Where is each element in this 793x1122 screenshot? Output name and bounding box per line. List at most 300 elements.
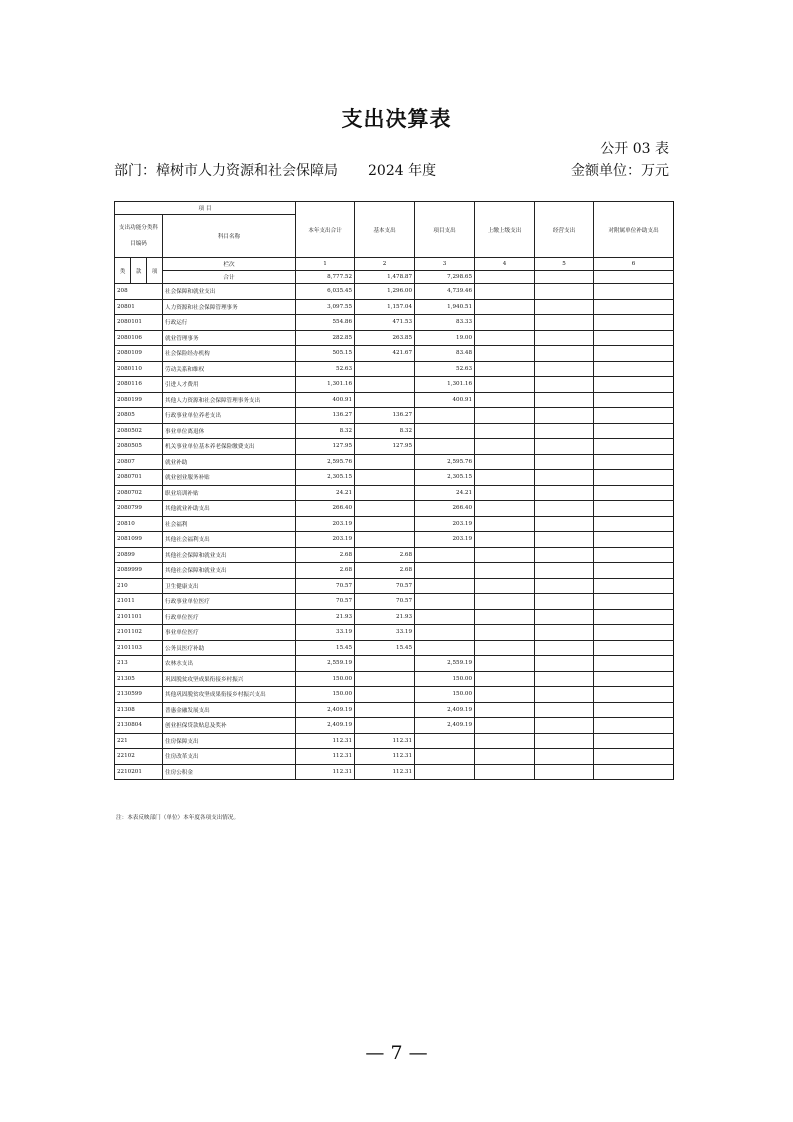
row-project: [415, 423, 475, 439]
col-num-1: 1: [296, 258, 355, 271]
row-business: [535, 408, 594, 424]
table-row: [115, 609, 674, 625]
row-code: 20801: [115, 299, 163, 315]
row-business: [535, 733, 594, 749]
row-business: [535, 640, 594, 656]
header-col-subsidy: 对附属单位补助支出: [594, 202, 674, 258]
row-name: 职业培训补贴: [163, 485, 296, 501]
row-basic: [355, 532, 415, 548]
row-code: 20805: [115, 408, 163, 424]
row-project: [415, 578, 475, 594]
total-sum: 8,777.52: [296, 271, 355, 284]
table-row: [115, 625, 674, 641]
table-row: [115, 671, 674, 687]
row-project: 4,739.46: [415, 284, 475, 300]
table-row: [115, 656, 674, 672]
row-subsidy: [594, 392, 674, 408]
row-code: 2080116: [115, 377, 163, 393]
row-project: [415, 749, 475, 765]
row-code: 2101101: [115, 609, 163, 625]
row-basic: 70.57: [355, 578, 415, 594]
row-name: 其他社会福利支出: [163, 532, 296, 548]
row-project: 1,940.51: [415, 299, 475, 315]
row-business: [535, 687, 594, 703]
row-total: 554.86: [296, 315, 355, 331]
row-name: 社会保障和就业支出: [163, 284, 296, 300]
row-basic: 112.31: [355, 749, 415, 765]
row-project: [415, 625, 475, 641]
total-label: 合计: [163, 271, 296, 284]
table-row: [115, 516, 674, 532]
row-business: [535, 454, 594, 470]
row-upper: [475, 377, 535, 393]
row-subsidy: [594, 377, 674, 393]
row-name: 住房公积金: [163, 764, 296, 780]
row-subsidy: [594, 671, 674, 687]
col-num-2: 2: [355, 258, 415, 271]
row-project: [415, 764, 475, 780]
row-subsidy: [594, 439, 674, 455]
row-upper: [475, 656, 535, 672]
row-subsidy: [594, 315, 674, 331]
row-project: [415, 439, 475, 455]
row-project: 400.91: [415, 392, 475, 408]
row-name: 住房改革支出: [163, 749, 296, 765]
row-total: 33.19: [296, 625, 355, 641]
row-basic: [355, 656, 415, 672]
row-upper: [475, 501, 535, 517]
row-upper: [475, 609, 535, 625]
row-business: [535, 625, 594, 641]
row-name: 社会保险经办机构: [163, 346, 296, 362]
row-code: 2080199: [115, 392, 163, 408]
row-subsidy: [594, 609, 674, 625]
row-subsidy: [594, 656, 674, 672]
row-basic: [355, 485, 415, 501]
row-subsidy: [594, 625, 674, 641]
row-upper: [475, 423, 535, 439]
row-basic: 421.67: [355, 346, 415, 362]
row-basic: 2.68: [355, 547, 415, 563]
row-upper: [475, 594, 535, 610]
row-basic: [355, 454, 415, 470]
row-code: 221: [115, 733, 163, 749]
table-row: [115, 501, 674, 517]
row-business: [535, 392, 594, 408]
table-row: [115, 377, 674, 393]
row-name: 普惠金融发展支出: [163, 702, 296, 718]
row-business: [535, 330, 594, 346]
row-business: [535, 578, 594, 594]
row-subsidy: [594, 749, 674, 765]
row-project: 83.48: [415, 346, 475, 362]
row-basic: [355, 687, 415, 703]
row-upper: [475, 284, 535, 300]
row-name: 巩固脱贫攻坚成果衔接乡村振兴: [163, 671, 296, 687]
row-total: 3,097.55: [296, 299, 355, 315]
row-business: [535, 749, 594, 765]
row-name: 社会福利: [163, 516, 296, 532]
row-business: [535, 702, 594, 718]
row-basic: 127.95: [355, 439, 415, 455]
row-upper: [475, 470, 535, 486]
header-col-basic: 基本支出: [355, 202, 415, 258]
row-name: 就业创业服务补贴: [163, 470, 296, 486]
row-upper: [475, 671, 535, 687]
row-name: 其他人力资源和社会保障管理事务支出: [163, 392, 296, 408]
row-upper: [475, 578, 535, 594]
row-name: 劳动关系和维权: [163, 361, 296, 377]
row-subsidy: [594, 408, 674, 424]
header-xiang: 项: [147, 258, 163, 284]
row-code: 2101103: [115, 640, 163, 656]
row-name: 其他巩固脱贫攻坚成果衔接乡村振兴支出: [163, 687, 296, 703]
row-name: 其他就业补助支出: [163, 501, 296, 517]
row-project: 150.00: [415, 671, 475, 687]
row-upper: [475, 454, 535, 470]
row-subsidy: [594, 330, 674, 346]
row-business: [535, 609, 594, 625]
row-total: 6,035.45: [296, 284, 355, 300]
row-name: 其他社会保障和就业支出: [163, 563, 296, 579]
row-upper: [475, 485, 535, 501]
row-subsidy: [594, 563, 674, 579]
row-subsidy: [594, 361, 674, 377]
row-business: [535, 470, 594, 486]
row-code: 2210201: [115, 764, 163, 780]
total-project: 7,298.65: [415, 271, 475, 284]
table-row: [115, 392, 674, 408]
total-business: [535, 271, 594, 284]
row-total: 24.21: [296, 485, 355, 501]
row-project: 2,595.76: [415, 454, 475, 470]
row-basic: [355, 516, 415, 532]
row-total: 70.57: [296, 594, 355, 610]
row-name: 卫生健康支出: [163, 578, 296, 594]
row-business: [535, 547, 594, 563]
total-basic: 1,478.87: [355, 271, 415, 284]
table-row: [115, 485, 674, 501]
year-label: 2024 年度: [368, 163, 437, 179]
row-total: 2,409.19: [296, 718, 355, 734]
row-upper: [475, 392, 535, 408]
row-code: 21011: [115, 594, 163, 610]
row-total: 52.63: [296, 361, 355, 377]
row-subsidy: [594, 454, 674, 470]
header-col-project: 项目支出: [415, 202, 475, 258]
table-row: [115, 439, 674, 455]
row-business: [535, 656, 594, 672]
row-name: 行政单位医疗: [163, 609, 296, 625]
row-code: 213: [115, 656, 163, 672]
row-upper: [475, 764, 535, 780]
header-kuan: 款: [131, 258, 147, 284]
row-upper: [475, 315, 535, 331]
row-project: 24.21: [415, 485, 475, 501]
amount-unit-label: 金额单位：万元: [571, 163, 669, 179]
table-row: [115, 547, 674, 563]
row-subsidy: [594, 687, 674, 703]
table-row: [115, 423, 674, 439]
row-code: 210: [115, 578, 163, 594]
row-name: 住房保障支出: [163, 733, 296, 749]
col-num-4: 4: [475, 258, 535, 271]
table-row: [115, 687, 674, 703]
row-total: 2,409.19: [296, 702, 355, 718]
row-business: [535, 671, 594, 687]
row-project: [415, 408, 475, 424]
row-upper: [475, 547, 535, 563]
row-code: 21305: [115, 671, 163, 687]
row-upper: [475, 687, 535, 703]
page-title: 支出决算表: [341, 107, 452, 131]
row-upper: [475, 299, 535, 315]
row-business: [535, 377, 594, 393]
row-total: 8.32: [296, 423, 355, 439]
row-business: [535, 315, 594, 331]
row-code: 2080109: [115, 346, 163, 362]
row-subsidy: [594, 485, 674, 501]
row-business: [535, 594, 594, 610]
header-lanci: 栏次: [163, 258, 296, 271]
row-name: 就业补助: [163, 454, 296, 470]
row-code: 2101102: [115, 625, 163, 641]
row-total: 15.45: [296, 640, 355, 656]
row-basic: 8.32: [355, 423, 415, 439]
header-row-project: [115, 202, 674, 215]
row-basic: 112.31: [355, 764, 415, 780]
row-total: 70.57: [296, 578, 355, 594]
row-upper: [475, 516, 535, 532]
row-project: [415, 547, 475, 563]
row-subsidy: [594, 547, 674, 563]
row-basic: 15.45: [355, 640, 415, 656]
row-business: [535, 284, 594, 300]
row-code: 2089999: [115, 563, 163, 579]
row-project: [415, 563, 475, 579]
table-row: [115, 284, 674, 300]
expenditure-table: [114, 201, 674, 780]
row-basic: [355, 361, 415, 377]
row-project: [415, 594, 475, 610]
table-row: [115, 299, 674, 315]
table-row: [115, 718, 674, 734]
table-row: [115, 733, 674, 749]
row-subsidy: [594, 702, 674, 718]
row-business: [535, 532, 594, 548]
row-name: 其他社会保障和就业支出: [163, 547, 296, 563]
row-total: 150.00: [296, 687, 355, 703]
row-subsidy: [594, 718, 674, 734]
table-row: [115, 578, 674, 594]
row-total: 400.91: [296, 392, 355, 408]
row-business: [535, 718, 594, 734]
col-num-6: 6: [594, 258, 674, 271]
row-code: 2080502: [115, 423, 163, 439]
table-row: [115, 702, 674, 718]
table-row: [115, 454, 674, 470]
table-row: [115, 470, 674, 486]
department-label: 部门：樟树市人力资源和社会保障局: [114, 163, 338, 179]
row-business: [535, 346, 594, 362]
row-total: 1,301.16: [296, 377, 355, 393]
row-subsidy: [594, 346, 674, 362]
table-note: 注：本表反映部门（单位）本年度各项支出情况。: [116, 815, 240, 821]
row-business: [535, 299, 594, 315]
row-project: 2,559.19: [415, 656, 475, 672]
row-upper: [475, 330, 535, 346]
row-total: 21.93: [296, 609, 355, 625]
row-code: 2130804: [115, 718, 163, 734]
header-row-lanci: [115, 258, 674, 271]
total-upper: [475, 271, 535, 284]
row-project: [415, 609, 475, 625]
row-project: 2,409.19: [415, 718, 475, 734]
row-basic: [355, 501, 415, 517]
row-total: 150.00: [296, 671, 355, 687]
row-basic: 263.85: [355, 330, 415, 346]
header-col-business: 经营支出: [535, 202, 594, 258]
row-basic: 1,157.04: [355, 299, 415, 315]
table-row: [115, 330, 674, 346]
row-upper: [475, 361, 535, 377]
row-code: 21308: [115, 702, 163, 718]
row-business: [535, 501, 594, 517]
row-upper: [475, 408, 535, 424]
row-total: 2,595.76: [296, 454, 355, 470]
row-subsidy: [594, 516, 674, 532]
row-total: 2.68: [296, 563, 355, 579]
row-project: 1,301.16: [415, 377, 475, 393]
row-code: 22102: [115, 749, 163, 765]
table-row: [115, 764, 674, 780]
row-code: 2080101: [115, 315, 163, 331]
row-business: [535, 485, 594, 501]
row-basic: 33.19: [355, 625, 415, 641]
row-total: 203.19: [296, 516, 355, 532]
row-business: [535, 439, 594, 455]
row-project: 2,305.15: [415, 470, 475, 486]
row-code: 2080505: [115, 439, 163, 455]
row-upper: [475, 702, 535, 718]
row-subsidy: [594, 764, 674, 780]
header-func-class: 支出功能分类科目编码: [115, 215, 163, 258]
row-upper: [475, 532, 535, 548]
row-total: 282.85: [296, 330, 355, 346]
row-total: 127.95: [296, 439, 355, 455]
row-business: [535, 361, 594, 377]
row-name: 机关事业单位基本养老保险缴费支出: [163, 439, 296, 455]
row-basic: [355, 702, 415, 718]
row-upper: [475, 563, 535, 579]
header-subject-name: 科目名称: [163, 215, 296, 258]
row-code: 2130599: [115, 687, 163, 703]
total-row: [115, 271, 674, 284]
table-row: [115, 640, 674, 656]
table-row: [115, 563, 674, 579]
row-code: 20810: [115, 516, 163, 532]
table-row: [115, 749, 674, 765]
row-project: [415, 733, 475, 749]
row-project: [415, 640, 475, 656]
row-subsidy: [594, 532, 674, 548]
row-project: 266.40: [415, 501, 475, 517]
row-business: [535, 764, 594, 780]
row-upper: [475, 718, 535, 734]
header-lei: 类: [115, 258, 131, 284]
row-subsidy: [594, 578, 674, 594]
row-business: [535, 563, 594, 579]
row-basic: 1,296.00: [355, 284, 415, 300]
header-col-upper: 上缴上级支出: [475, 202, 535, 258]
row-basic: [355, 671, 415, 687]
row-name: 公务员医疗补助: [163, 640, 296, 656]
table-body: [115, 202, 674, 780]
row-total: 136.27: [296, 408, 355, 424]
row-subsidy: [594, 640, 674, 656]
row-basic: [355, 392, 415, 408]
col-num-5: 5: [535, 258, 594, 271]
header-project: 项 目: [115, 202, 296, 215]
row-subsidy: [594, 470, 674, 486]
page-number: — 7 —: [365, 1042, 428, 1064]
row-name: 行政运行: [163, 315, 296, 331]
row-code: 2081099: [115, 532, 163, 548]
row-code: 2080106: [115, 330, 163, 346]
row-total: 112.31: [296, 733, 355, 749]
row-name: 引进人才费用: [163, 377, 296, 393]
row-subsidy: [594, 594, 674, 610]
row-code: 20899: [115, 547, 163, 563]
row-code: 2080701: [115, 470, 163, 486]
row-project: 203.19: [415, 516, 475, 532]
row-total: 2.68: [296, 547, 355, 563]
row-project: 150.00: [415, 687, 475, 703]
row-basic: 70.57: [355, 594, 415, 610]
header-col-total: 本年支出合计: [296, 202, 355, 258]
row-upper: [475, 625, 535, 641]
row-basic: 471.53: [355, 315, 415, 331]
row-subsidy: [594, 299, 674, 315]
row-code: 20807: [115, 454, 163, 470]
row-basic: 2.68: [355, 563, 415, 579]
row-total: 2,305.15: [296, 470, 355, 486]
row-name: 行政事业单位养老支出: [163, 408, 296, 424]
row-basic: [355, 377, 415, 393]
row-total: 112.31: [296, 764, 355, 780]
row-name: 创业担保贷款贴息及奖补: [163, 718, 296, 734]
row-basic: [355, 718, 415, 734]
row-upper: [475, 749, 535, 765]
table-row: [115, 361, 674, 377]
row-total: 2,559.19: [296, 656, 355, 672]
row-name: 事业单位医疗: [163, 625, 296, 641]
row-basic: 112.31: [355, 733, 415, 749]
row-project: 203.19: [415, 532, 475, 548]
table-row: [115, 346, 674, 362]
row-project: 52.63: [415, 361, 475, 377]
row-subsidy: [594, 423, 674, 439]
row-code: 2080799: [115, 501, 163, 517]
row-code: 208: [115, 284, 163, 300]
row-total: 112.31: [296, 749, 355, 765]
total-subsidy: [594, 271, 674, 284]
row-subsidy: [594, 733, 674, 749]
row-code: 2080702: [115, 485, 163, 501]
row-upper: [475, 346, 535, 362]
row-name: 人力资源和社会保障管理事务: [163, 299, 296, 315]
row-business: [535, 423, 594, 439]
